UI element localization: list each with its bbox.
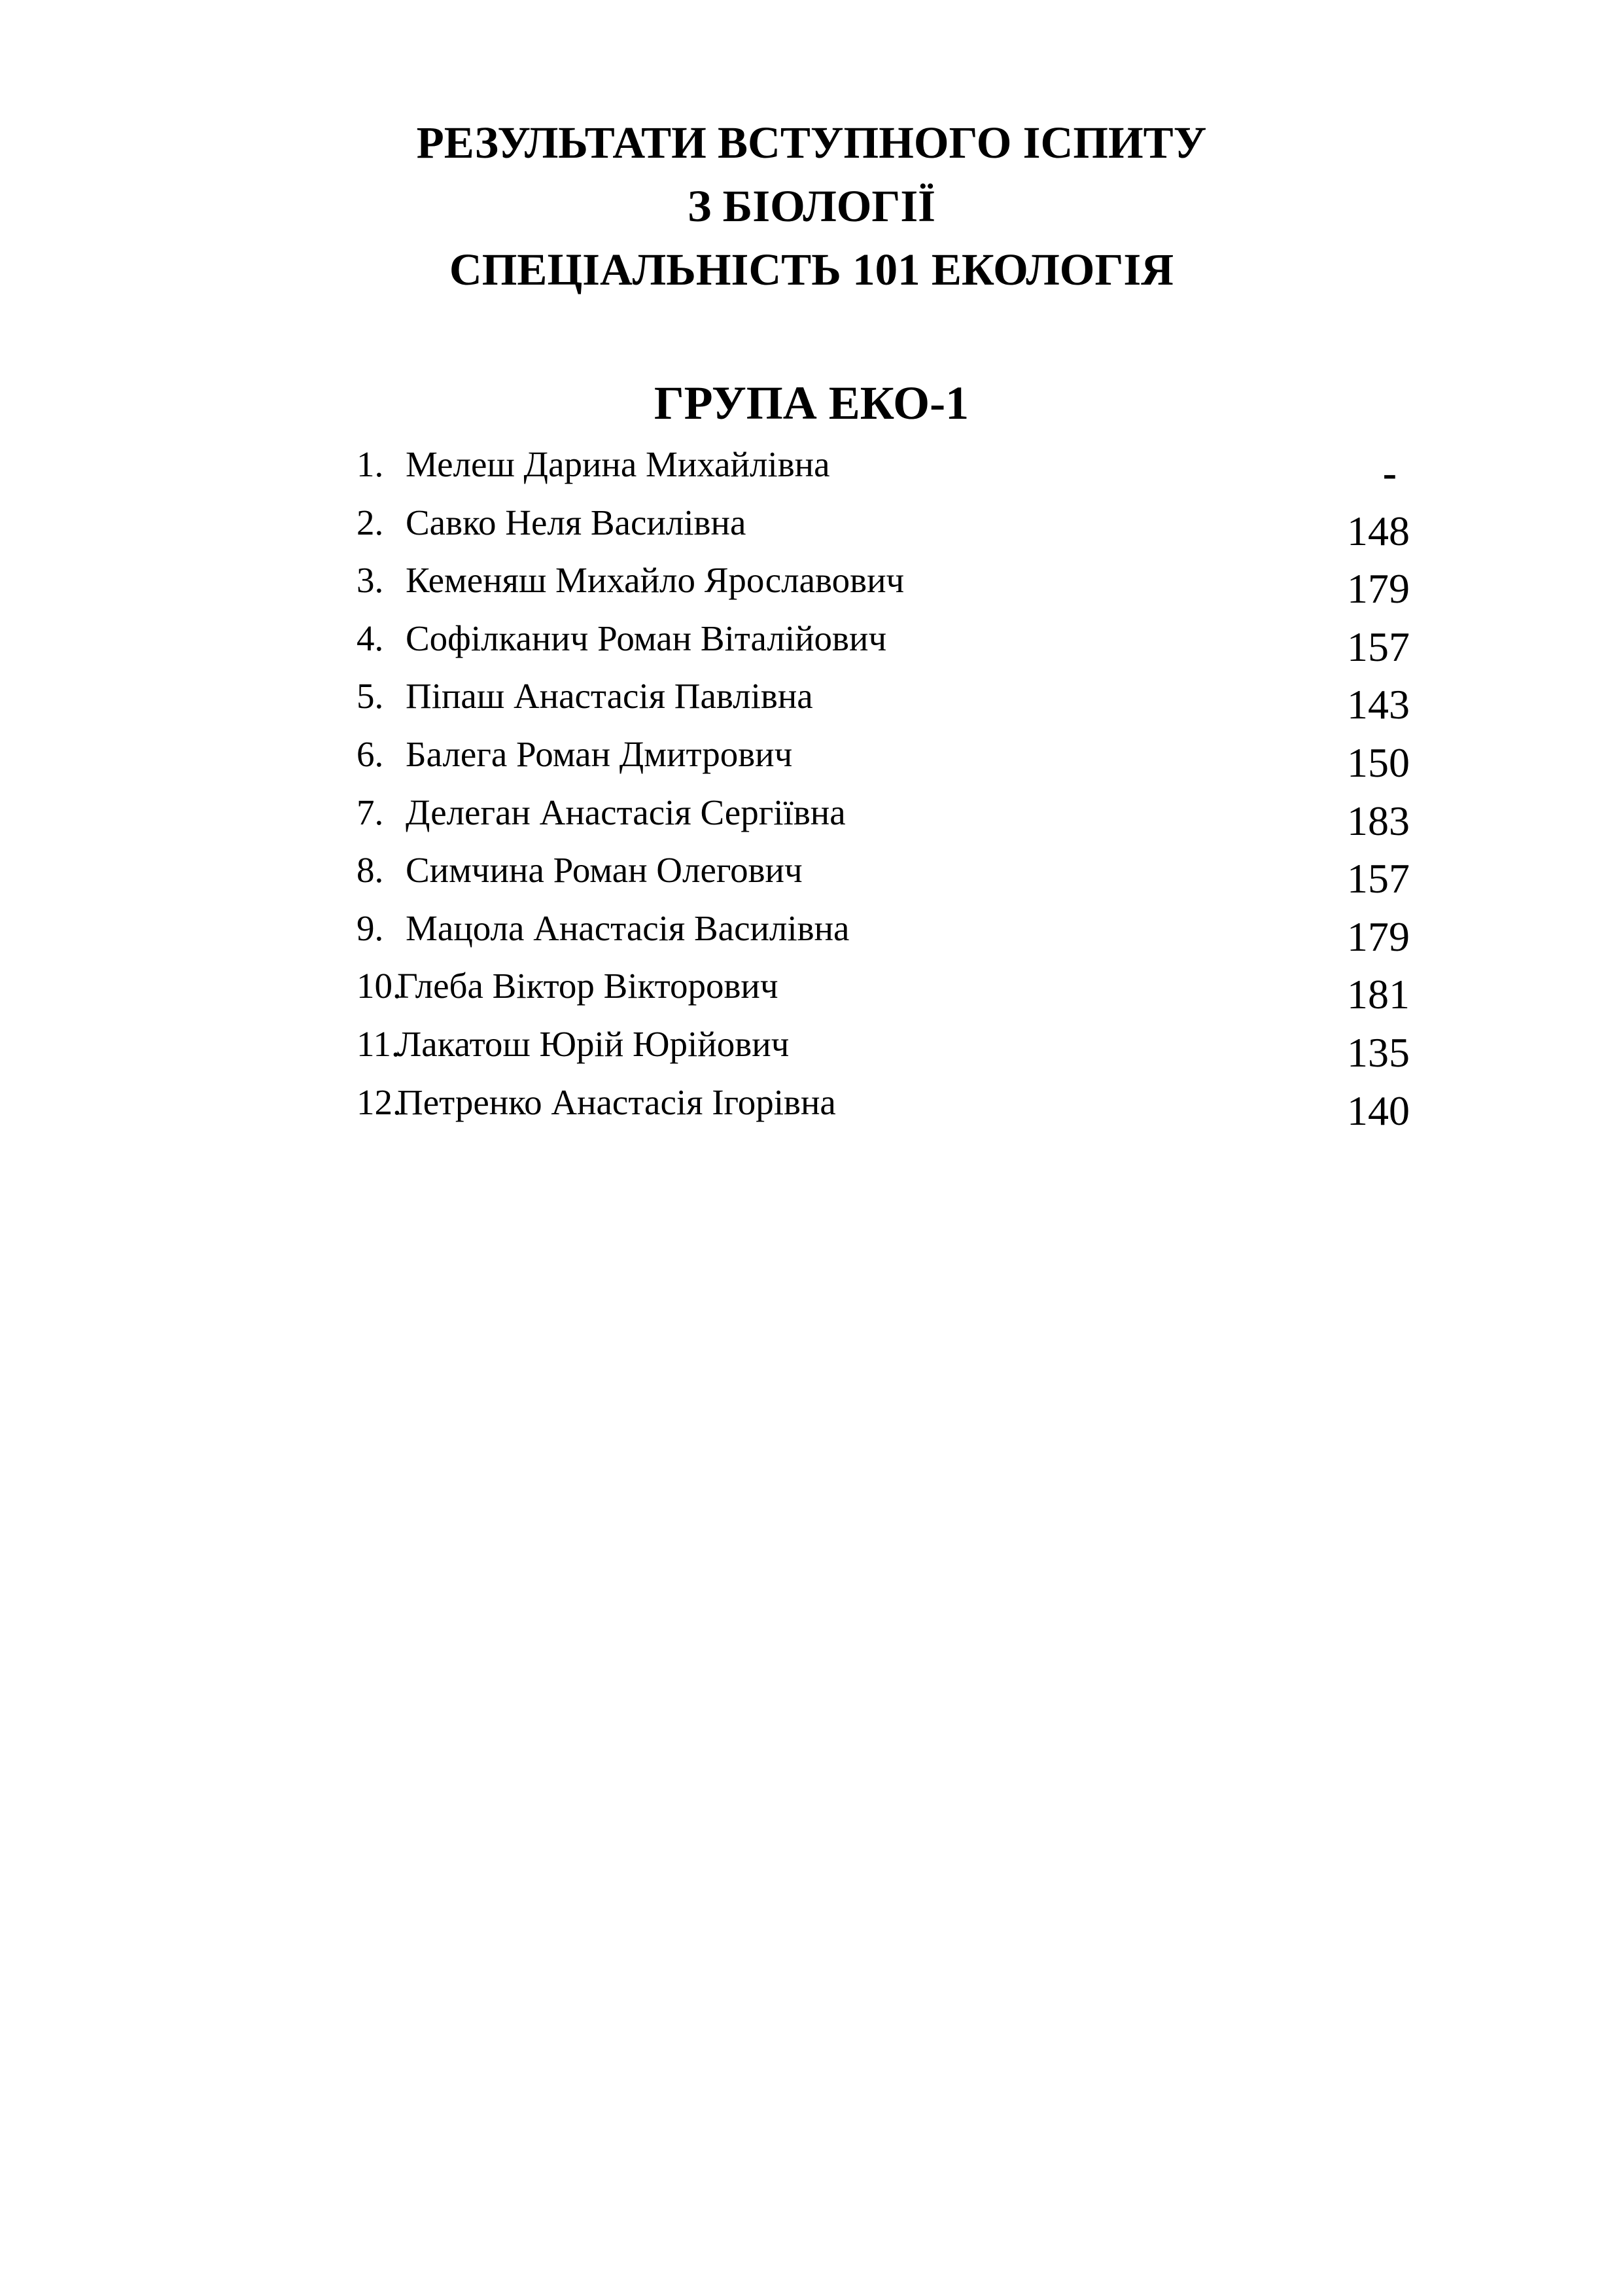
list-item	[357, 898, 1410, 960]
row-number: 12.	[357, 1082, 402, 1122]
row-number: 10.	[357, 966, 402, 1006]
student-name: Делеган Анастасія Сергіївна	[406, 792, 846, 832]
student-score: 150	[1347, 739, 1410, 786]
row-number: 7.	[357, 792, 384, 832]
student-name: Мацола Анастасія Василівна	[406, 908, 850, 948]
student-name: Лакатош Юрій Юрійович	[397, 1023, 790, 1064]
student-name: Петренко Анастасія Ігорівна	[397, 1082, 836, 1122]
student-score: 157	[1347, 855, 1410, 902]
row-number: 1.	[357, 444, 384, 484]
list-item	[357, 840, 1410, 902]
student-score: 183	[1347, 797, 1410, 844]
list-item	[357, 724, 1410, 786]
list-item	[357, 1072, 1410, 1134]
list-item	[357, 1014, 1410, 1076]
student-score: -	[1382, 450, 1397, 496]
group-heading: ГРУПА ЕКО-1	[654, 377, 969, 429]
student-score: 179	[1347, 913, 1410, 960]
student-score: 140	[1347, 1087, 1410, 1134]
list-item	[357, 434, 1410, 496]
student-score: 135	[1347, 1029, 1410, 1076]
title-line-1: РЕЗУЛЬТАТИ ВСТУПНОГО ІСПИТУ	[416, 118, 1207, 168]
title-line-2: З БІОЛОГІЇ	[687, 181, 936, 231]
student-name: Мелеш Дарина Михайлівна	[406, 444, 830, 484]
student-score: 148	[1347, 507, 1410, 554]
row-number: 5.	[357, 676, 384, 716]
list-item	[357, 550, 1410, 612]
row-number: 11.	[357, 1023, 400, 1064]
list-item	[357, 783, 1410, 844]
student-score: 179	[1347, 565, 1410, 612]
student-name: Софілканич Роман Віталійович	[406, 618, 887, 658]
row-number: 6.	[357, 733, 384, 774]
row-number: 2.	[357, 502, 384, 542]
student-score: 143	[1347, 681, 1410, 728]
list-item	[357, 609, 1410, 670]
list-item	[357, 493, 1410, 554]
student-score: 157	[1347, 623, 1410, 670]
row-number: 3.	[357, 560, 384, 601]
student-name: Симчина Роман Олегович	[406, 850, 803, 891]
document-title	[0, 111, 1623, 302]
student-score: 181	[1347, 971, 1410, 1018]
list-item	[357, 956, 1410, 1018]
student-name: Піпаш Анастасія Павлівна	[406, 676, 813, 716]
student-name: Балега Роман Дмитрович	[406, 733, 793, 774]
row-number: 4.	[357, 618, 384, 658]
student-name: Глеба Віктор Вікторович	[397, 966, 778, 1006]
row-number: 9.	[357, 908, 384, 948]
student-results-list	[357, 434, 1410, 1134]
row-number: 8.	[357, 850, 384, 891]
list-item	[357, 666, 1410, 728]
student-name: Савко Неля Василівна	[406, 502, 746, 542]
title-line-3: СПЕЦІАЛЬНІСТЬ 101 ЕКОЛОГІЯ	[449, 245, 1174, 294]
student-name: Кеменяш Михайло Ярославович	[406, 560, 905, 601]
